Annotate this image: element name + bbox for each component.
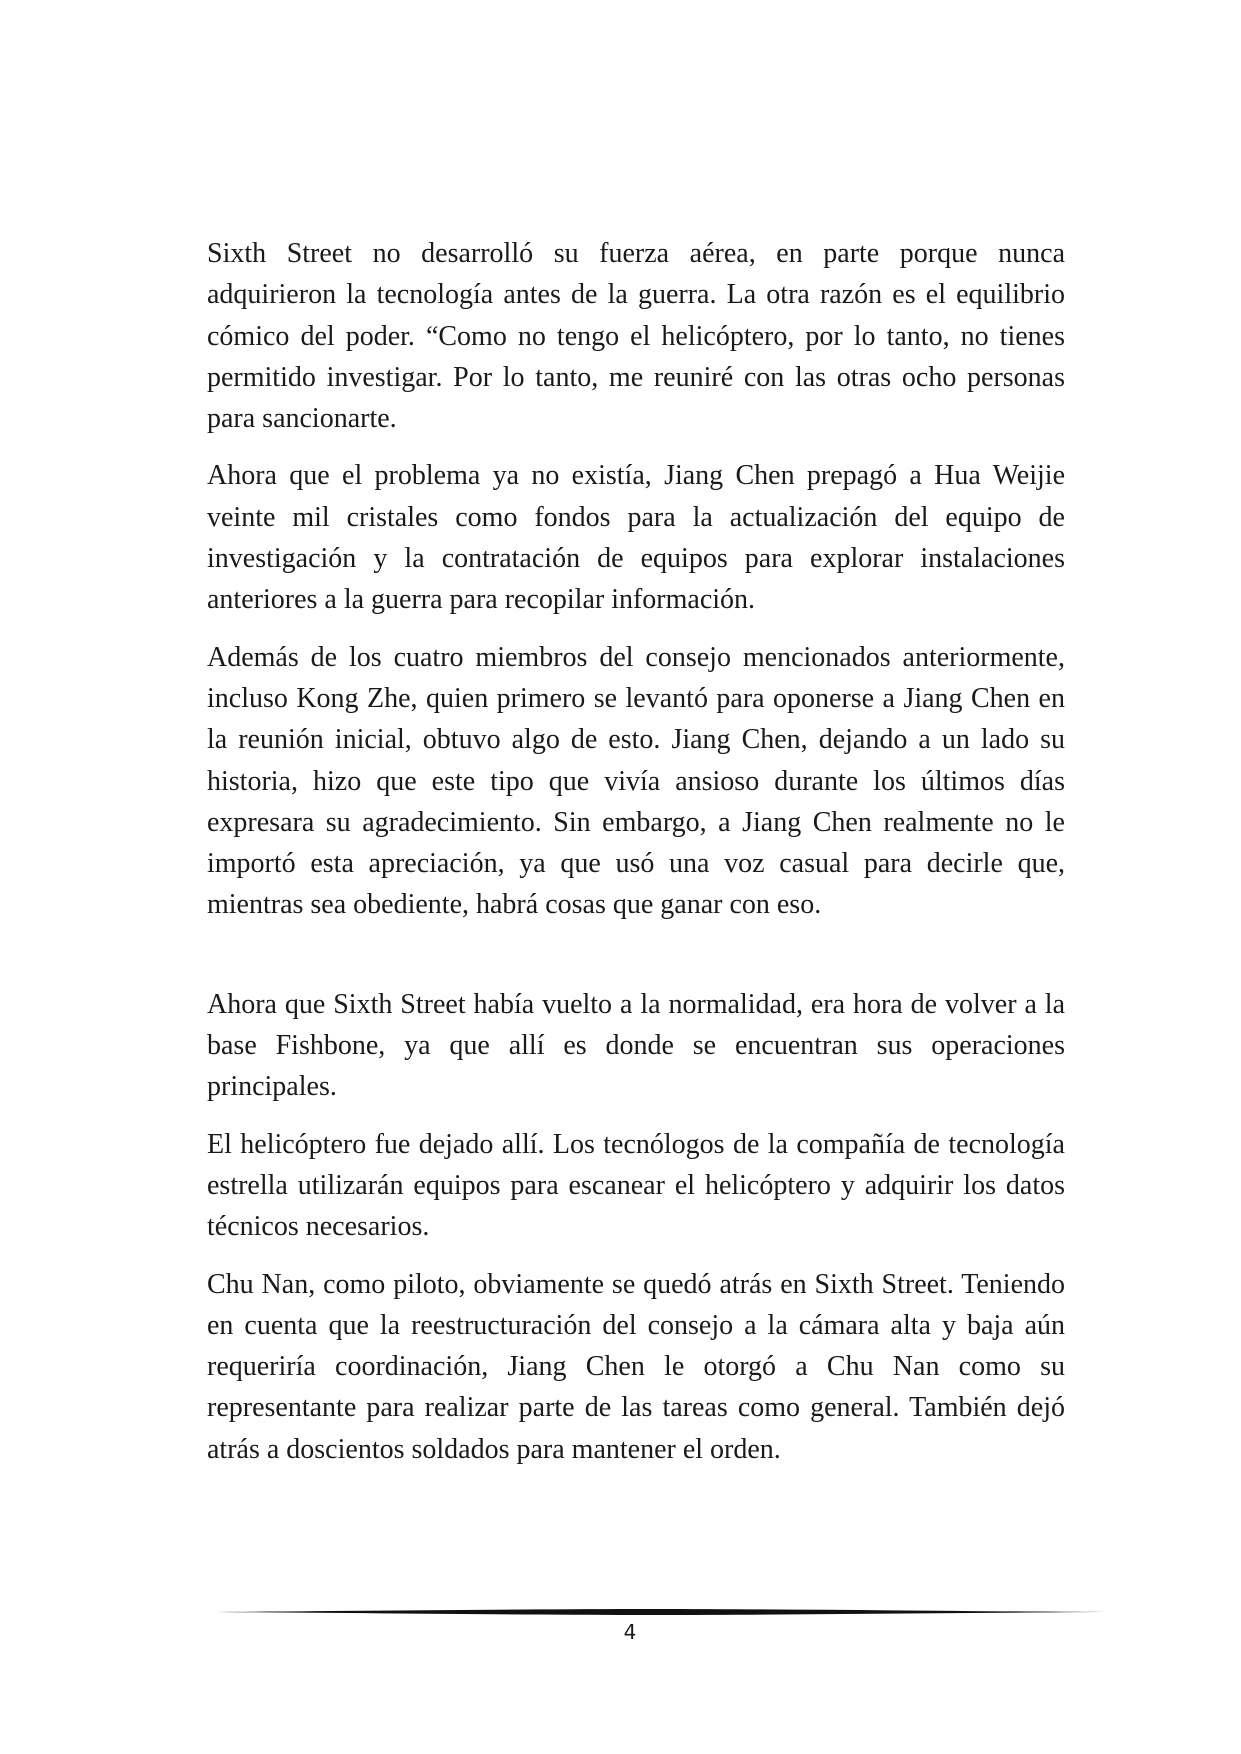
body-text: [207, 233, 1065, 1486]
paragraph-3: Además de los cuatro miembros del consejo mencionados anteriormente, incluso Kong Zhe, quien primero se levantó para oponerse a Jiang Chen en la reunión inicial, obtuvo algo de esto. Jiang Chen, dejando a un lado su historia, hizo que este tipo que vivía ansioso durante los últimos días expresara su agradecimiento. Sin embargo, a Jiang Chen realmente no le importó esta apreciación, ya que usó una voz casual para decirle que, mientras sea obediente, habrá cosas que ganar con eso.: [207, 641, 1065, 921]
paragraph-1: Sixth Street no desarrolló su fuerza aérea, en parte porque nunca adquirieron la tecnología antes de la guerra. La otra razón es el equilibrio cómico del poder. “Como no tengo el helicóptero, por lo tanto, no tienes permitido investigar. Por lo tanto, me reuniré con las otras ocho personas para sancionarte.: [207, 238, 1065, 435]
paragraph-4: Ahora que Sixth Street había vuelto a la normalidad, era hora de volver a la base Fishbone, ya que allí es donde se encuentran sus operaciones principales.: [207, 988, 1065, 1103]
paragraph-2: Ahora que el problema ya no existía, Jiang Chen prepagó a Hua Weijie veinte mil cristales como fondos para la actualización del equipo de investigación y la contratación de equipos para explorar instalaciones anteriores a la guerra para recopilar información.: [207, 460, 1065, 616]
footer-rule: [205, 1607, 1105, 1617]
footer-rule-line: [205, 1607, 1105, 1617]
page-number: 4: [623, 1620, 637, 1644]
paragraph-6: Chu Nan, como piloto, obviamente se quedó atrás en Sixth Street. Teniendo en cuenta que la reestructuración del consejo a la cámara alta y baja aún requeriría coordinación, Jiang Chen le otorgó a Chu Nan como su representante para realizar parte de las tareas como general. También dejó atrás a doscientos soldados para mantener el orden.: [207, 1268, 1065, 1465]
paragraph-5: El helicóptero fue dejado allí. Los tecnólogos de la compañía de tecnología estrella utilizarán equipos para escanear el helicóptero y adquirir los datos técnicos necesarios.: [207, 1128, 1065, 1243]
